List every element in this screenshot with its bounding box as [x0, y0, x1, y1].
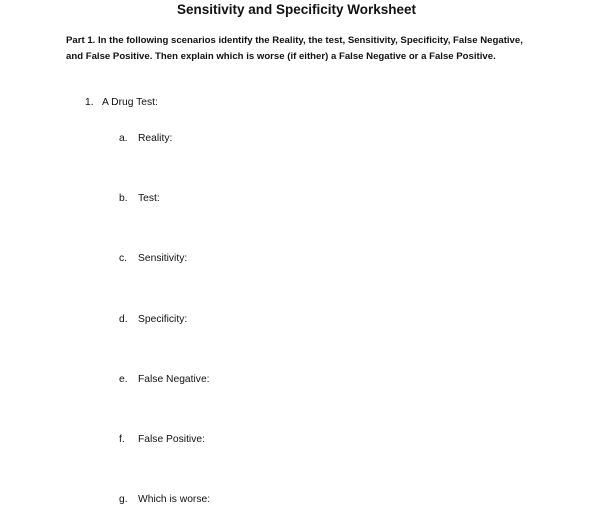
sub-item-false-negative: [119, 374, 210, 385]
sub-item-false-positive: [119, 434, 205, 445]
sub-item-reality: [119, 133, 172, 144]
question-number: 1.: [85, 97, 94, 108]
page-title: Sensitivity and Specificity Worksheet: [176, 2, 417, 17]
sub-item-label: Specificity:: [138, 314, 188, 325]
sub-item-label: Sensitivity:: [138, 253, 188, 264]
sub-item-letter: b.: [119, 193, 128, 204]
sub-item-letter: c.: [119, 253, 128, 264]
sub-item-label: False Positive:: [138, 434, 205, 445]
sub-item-label: False Negative:: [138, 374, 210, 385]
sub-item-test: [119, 193, 160, 204]
sub-item-letter: d.: [119, 314, 128, 325]
sub-item-letter: g.: [119, 494, 128, 505]
instructions-line-1: Part 1. In the following scenarios identify the Reality, the test, Sensitivity, Specificity, False Negative,: [66, 35, 523, 46]
sub-item-letter: a.: [119, 133, 128, 144]
question-label: A Drug Test:: [102, 97, 158, 108]
sub-item-sensitivity: [119, 253, 187, 264]
instructions-line-2: and False Positive. Then explain which is worse (if either) a False Negative or a False Positive.: [66, 51, 496, 62]
instructions-paragraph: [66, 33, 566, 65]
sub-item-label: Reality:: [138, 133, 173, 144]
sub-item-label: Which is worse:: [138, 494, 211, 505]
question-1: [85, 97, 158, 108]
sub-item-which-is-worse: [119, 494, 210, 505]
sub-item-specificity: [119, 314, 187, 325]
sub-item-letter: e.: [119, 374, 128, 385]
sub-item-label: Test:: [138, 193, 160, 204]
sub-item-letter: f.: [119, 434, 125, 445]
